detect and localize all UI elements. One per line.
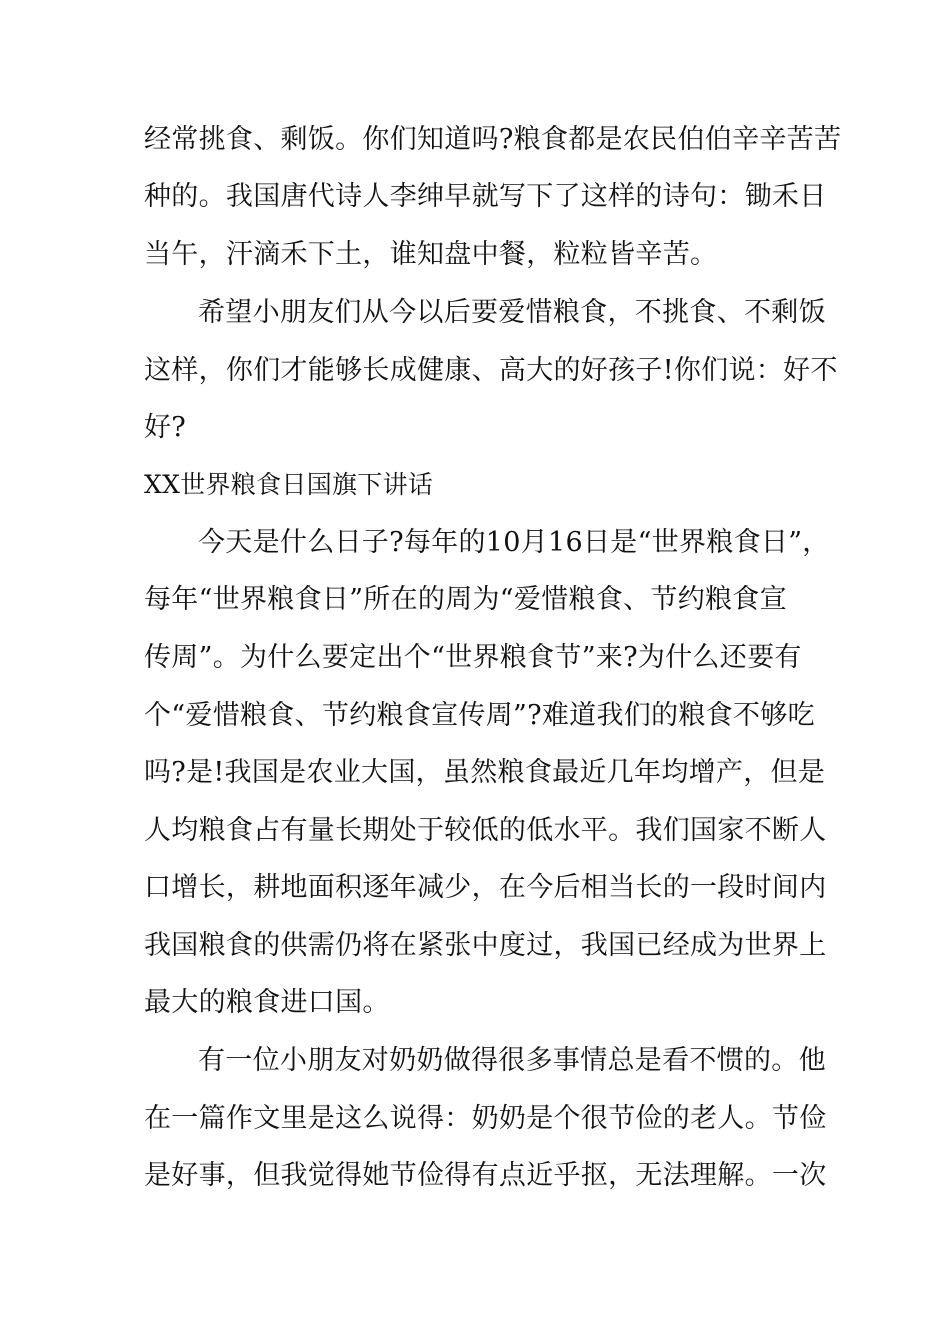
paragraph-1-line-2: 种的。我国唐代诗人李绅早就写下了这样的诗句：锄禾日 (144, 181, 827, 212)
paragraph-3-line-9: 最大的粮食进口国。 (144, 987, 390, 1018)
paragraph-2-line-1: 希望小朋友们从今以后要爱惜粮食，不挑食、不剩饭 (198, 297, 826, 328)
section-heading: XX世界粮食日国旗下讲话 (144, 470, 434, 499)
paragraph-3-line-8: 我国粮食的供需仍将在紧张中度过，我国已经成为世界上 (144, 930, 827, 961)
paragraph-3-line-6: 人均粮食占有量长期处于较低的低水平。我们国家不断人 (144, 815, 827, 846)
paragraph-4-line-1: 有一位小朋友对奶奶做得很多事情总是看不惯的。他 (198, 1045, 826, 1076)
paragraph-3-line-2: 每年“世界粮食日”所在的周为“爱惜粮食、节约粮食宣 (144, 584, 787, 615)
paragraph-3-line-5: 吗?是!我国是农业大国，虽然粮食最近几年均增产，但是 (144, 757, 826, 788)
paragraph-4-line-2: 在一篇作文里是这么说得：奶奶是个很节俭的老人。节俭 (144, 1103, 827, 1134)
paragraph-3-line-4: 个“爱惜粮食、节约粮食宣传周”?难道我们的粮食不够吃 (144, 700, 815, 731)
paragraph-3-line-7: 口增长，耕地面积逐年减少，在今后相当长的一段时间内 (144, 872, 827, 903)
paragraph-3-line-1: 今天是什么日子?每年的10月16日是“世界粮食日”， (198, 527, 830, 558)
paragraph-3-line-3: 传周”。为什么要定出个“世界粮食节”来?为什么还要有 (144, 642, 802, 673)
paragraph-4-line-3: 是好事，但我觉得她节俭得有点近乎抠，无法理解。一次 (144, 1160, 827, 1191)
paragraph-2-line-2: 这样，你们才能够长成健康、高大的好孩子!你们说：好不 (144, 355, 838, 386)
paragraph-1-line-1: 经常挑食、剩饭。你们知道吗?粮食都是农民伯伯辛辛苦苦 (144, 124, 842, 155)
paragraph-2-line-3: 好? (144, 412, 187, 443)
paragraph-1-line-3: 当午，汗滴禾下土，谁知盘中餐，粒粒皆辛苦。 (144, 239, 718, 270)
